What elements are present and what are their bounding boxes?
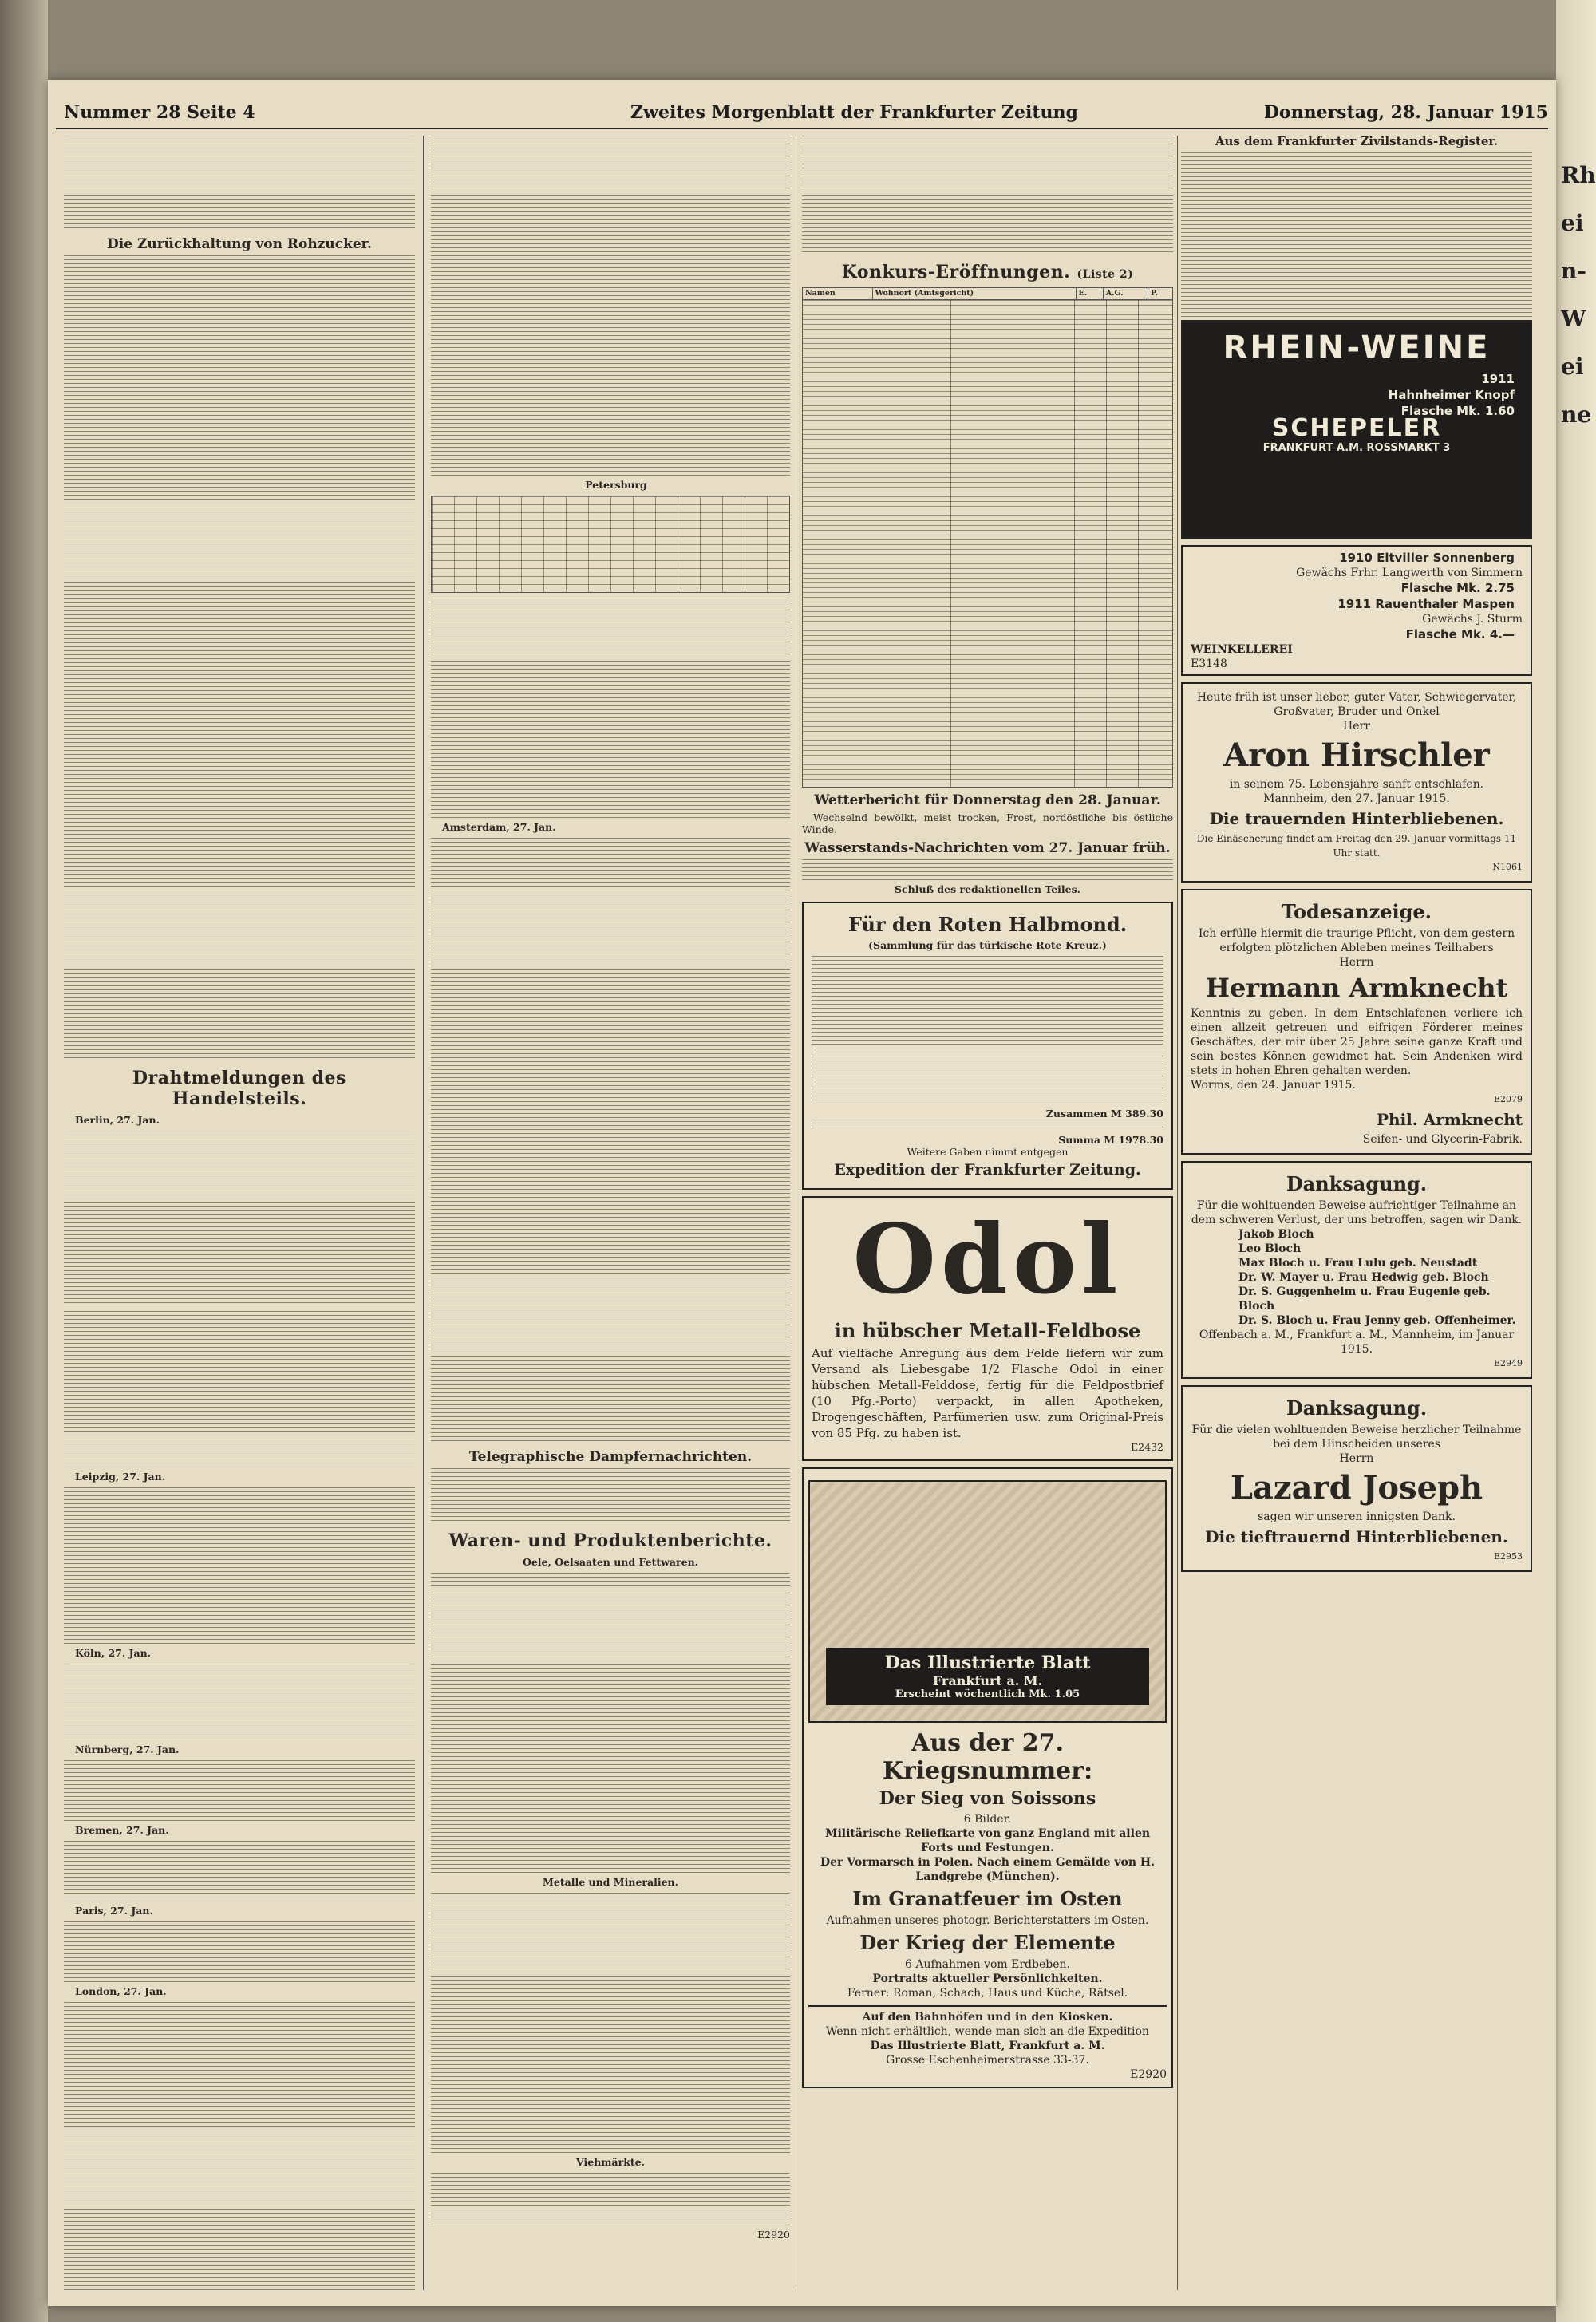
ib-footer	[808, 2005, 1167, 2082]
heading-wasserstand: Wasserstands-Nachrichten vom 27. Januar früh.	[804, 840, 1171, 856]
obit-code: E2079	[1493, 1094, 1523, 1104]
dank-name: Dr. W. Mayer u. Frau Hedwig geb. Bloch	[1238, 1271, 1489, 1284]
ib-footer-line: Wenn nicht erhältlich, wende man sich an die Expedition	[826, 2025, 1149, 2038]
wine-sub: Gewächs Frhr. Langwerth von Simmern	[1296, 567, 1523, 579]
dateline: Amsterdam, 27. Jan.	[442, 821, 556, 833]
text-block	[64, 1921, 415, 1985]
wine-prices	[1339, 371, 1523, 419]
obit-firm: Seifen- und Glycerin-Fabrik.	[1362, 1133, 1523, 1146]
ib-city: Frankfurt a. M.	[932, 1673, 1043, 1688]
odol-text: Auf vielfache Anregung aus dem Felde liefern wir zum Versand als Liebesgabe 1/2 Flasche Odol in einer hübschen Metall-Felddose, fertig für die Feldpostbrief (10 Pfg.-Porto) verpackt, in allen Apotheken, Drogengeschäften, Parfümerien usw. zum Original-Preis von 85 Pfg. zu haben ist.	[812, 1346, 1163, 1440]
ib-headline: Aus der 27. Kriegsnummer:	[882, 1729, 1093, 1785]
obit-herr: Herr	[1343, 720, 1370, 733]
text-block	[64, 136, 415, 231]
danksagung-joseph	[1181, 1385, 1532, 1572]
dank-name: Lazard Joseph	[1230, 1469, 1483, 1507]
halbmond-subtitle: (Sammlung für das türkische Rote Kreuz.)	[868, 939, 1107, 951]
text-block	[64, 1487, 415, 1647]
text-block	[64, 1131, 415, 1306]
obit-sign: Phil. Armknecht	[1377, 1110, 1523, 1129]
illustration-woman-reading	[808, 1480, 1167, 1723]
halbmond-weitere: Weitere Gaben nimmt entgegen	[907, 1146, 1069, 1158]
ib-code: E2920	[1130, 2068, 1167, 2081]
odol-subtitle: in hübscher Metall-Feldbose	[834, 1319, 1141, 1342]
dateline: Leipzig, 27. Jan.	[75, 1471, 166, 1483]
obit-place: Worms, den 24. Januar 1915.	[1191, 1079, 1356, 1092]
article-rohzucker-body	[64, 255, 415, 1061]
obituary-hirschler	[1181, 682, 1532, 883]
ib-item: Der Sieg von Soissons	[879, 1788, 1096, 1809]
dank-name: Leo Bloch	[1238, 1242, 1302, 1255]
table-header-row	[803, 288, 1173, 300]
konkurs-title: Konkurs-Eröffnungen.	[841, 262, 1071, 282]
rhein-title: RHEIN-WEINE	[1223, 330, 1491, 366]
ib-item: Militärische Reliefkarte von ganz England mit allen Forts und Festungen.	[824, 1827, 1151, 1854]
halbmond-summa: Summa M 1978.30	[1058, 1134, 1163, 1146]
ib-item-sub: Aufnahmen unseres photogr. Berichterstatters im Osten.	[826, 1914, 1149, 1927]
dank-code: E2953	[1493, 1551, 1523, 1562]
shop-name: SCHEPELER	[1271, 414, 1442, 442]
subheading-oele: Oele, Oelsaaten und Fettwaren.	[522, 1556, 699, 1568]
article-heading-rohzucker: Die Zurückhaltung von Rohzucker.	[107, 236, 372, 252]
obit-text: Kenntnis zu geben. In dem Entschlafenen verliere ich einen allzeit getreuen und eifrigen Förderer meines Geschäftes, der mir über 25 Jahre seine ganze Kraft und sein bestes Können gewidmet hat. Sein Andenken wird stets in hohen Ehren gehalten werden.	[1191, 1007, 1523, 1077]
editorial-end: Schluß des redaktionellen Teiles.	[895, 883, 1080, 895]
obit-title: Todesanzeige.	[1281, 900, 1432, 923]
dank-text: Für die vielen wohltuenden Beweise herzlicher Teilnahme bei dem Hinscheiden unseres	[1191, 1424, 1522, 1451]
dank-name: Max Bloch u. Frau Lulu geb. Neustadt	[1238, 1257, 1478, 1270]
ib-item-sub: 6 Bilder.	[963, 1813, 1012, 1826]
wine-name: Hahnheimer Knopf	[1388, 388, 1515, 402]
issue-date: Donnerstag, 28. Januar 1915	[1263, 102, 1548, 123]
shop-label: WEINKELLEREI	[1191, 643, 1293, 656]
text-block	[812, 1123, 1163, 1131]
weather-text: Wechselnd bewölkt, meist trocken, Frost, nordöstliche bis östliche Winde.	[802, 812, 1173, 835]
text-block	[1181, 152, 1532, 320]
text-block	[431, 1893, 790, 2156]
ib-item: Der Vormarsch in Polen. Nach einem Gemälde von H. Landgrebe (München).	[820, 1856, 1156, 1883]
text-block	[64, 1664, 415, 1743]
text-block	[802, 859, 1173, 883]
wine-name: 1911 Rauenthaler Maspen	[1337, 597, 1515, 611]
book-binding	[0, 0, 48, 2322]
obit-intro: Ich erfülle hiermit die traurige Pflicht, von dem gestern erfolgten plötzlichen Ableben meines Teilhabers	[1198, 927, 1515, 954]
text-block	[64, 1841, 415, 1905]
dank-title: Danksagung.	[1286, 1396, 1428, 1420]
col-header: Namen	[803, 288, 873, 300]
danksagung-bloch	[1181, 1161, 1532, 1379]
text-block	[431, 2173, 790, 2229]
ib-price: Erscheint wöchentlich Mk. 1.05	[895, 1688, 1080, 1700]
odol-code: E2432	[1131, 1441, 1163, 1453]
bank-statement-table	[431, 496, 790, 593]
subheading-viehmaerkte: Viehmärkte.	[576, 2156, 645, 2168]
wine-price: Flasche Mk. 4.—	[1405, 627, 1515, 642]
obit-sign: Die trauernden Hinterbliebenen.	[1209, 809, 1504, 828]
wine-price: Flasche Mk. 1.60	[1400, 404, 1515, 418]
ib-item: Portraits aktueller Persönlichkeiten.	[872, 1973, 1103, 1985]
subheading-metalle: Metalle und Mineralien.	[543, 1876, 678, 1888]
page-header	[56, 102, 1548, 129]
text-block	[64, 2002, 415, 2290]
ad-code: E2920	[757, 2229, 790, 2241]
section-heading-konkurs	[802, 262, 1173, 282]
halbmond-expedition: Expedition der Frankfurter Zeitung.	[834, 1161, 1141, 1179]
konkurs-note: (Liste 2)	[1077, 268, 1134, 281]
ad-illustriertes-blatt	[802, 1467, 1173, 2088]
dank-name: Dr. S. Guggenheim u. Frau Eugenie geb. Bloch	[1238, 1285, 1491, 1313]
page-number: Nummer 28 Seite 4	[64, 102, 255, 123]
ib-footer-line: Auf den Bahnhöfen und in den Kiosken.	[862, 2011, 1113, 2024]
text-block	[812, 956, 1163, 1108]
dank-thanks: sagen wir unseren innigsten Dank.	[1258, 1510, 1456, 1523]
halbmond-title: Für den Roten Halbmond.	[847, 913, 1128, 936]
col-header: E.	[1076, 288, 1103, 300]
column-rule	[423, 136, 424, 2290]
ib-footer-line: Grosse Eschenheimerstrasse 33-37.	[886, 2054, 1089, 2067]
ib-item: Der Krieg der Elemente	[859, 1931, 1116, 1954]
shop-code: E3148	[1191, 658, 1227, 670]
text-block	[64, 1311, 415, 1471]
column-1	[64, 136, 415, 2290]
column-4	[1181, 136, 1532, 2290]
obit-intro: Heute früh ist unser lieber, guter Vater, Schwiegervater, Großvater, Bruder und Onkel	[1196, 691, 1517, 718]
next-page-edge	[1556, 0, 1596, 2322]
ib-item-sub: 6 Aufnahmen vom Erdbeben.	[905, 1958, 1070, 1971]
next-page-text: Rhein-Weine	[1561, 162, 1596, 428]
dateline: Nürnberg, 27. Jan.	[75, 1743, 180, 1755]
wine-name: 1910 Eltviller Sonnenberg	[1339, 551, 1515, 565]
obit-name: Aron Hirschler	[1223, 736, 1490, 774]
konkurs-table	[802, 287, 1173, 300]
dank-names	[1238, 1227, 1523, 1328]
col-header: P.	[1148, 288, 1172, 300]
text-block	[431, 136, 790, 479]
dateline: London, 27. Jan.	[75, 1985, 167, 1997]
ib-footer-line: Das Illustrierte Blatt, Frankfurt a. M.	[870, 2040, 1105, 2052]
wine-sub: Gewächs J. Sturm	[1422, 613, 1523, 626]
wine-list-more	[1181, 545, 1532, 676]
section-heading-drahtmeldungen: Drahtmeldungen des Handelsteils.	[132, 1068, 346, 1109]
wine-year: 1911	[1481, 372, 1515, 386]
obit-age: in seinem 75. Lebensjahre sanft entschlafen.	[1229, 778, 1484, 791]
ib-title: Das Illustrierte Blatt	[884, 1653, 1091, 1673]
obit-code: N1061	[1492, 862, 1523, 872]
heading-wetterbericht: Wetterbericht für Donnerstag den 28. Januar.	[814, 792, 1161, 808]
halbmond-zusammen: Zusammen M 389.30	[1045, 1108, 1163, 1120]
dank-name: Dr. S. Bloch u. Frau Jenny geb. Offenheimer.	[1238, 1314, 1516, 1327]
col-header: A.G.	[1103, 288, 1148, 300]
column-rule	[1177, 136, 1178, 2290]
ib-item: Im Granatfeuer im Osten	[852, 1887, 1123, 1910]
dank-herr: Herrn	[1339, 1452, 1374, 1465]
dank-title: Danksagung.	[1286, 1172, 1428, 1195]
obit-note: Die Einäscherung findet am Freitag den 29. Januar vormittags 11 Uhr statt.	[1196, 833, 1517, 859]
text-block	[802, 136, 1173, 255]
odol-brand: Odol	[852, 1203, 1123, 1316]
ad-rhein-weine	[1181, 320, 1532, 539]
wine-price: Flasche Mk. 2.75	[1400, 581, 1515, 595]
column-2	[431, 136, 790, 2290]
dateline: Berlin, 27. Jan.	[75, 1114, 160, 1126]
obit-name: Hermann Armknecht	[1205, 973, 1508, 1003]
dank-sign: Die tieftrauernd Hinterbliebenen.	[1205, 1527, 1508, 1546]
dank-name: Jakob Bloch	[1238, 1228, 1314, 1241]
text-block	[64, 1760, 415, 1824]
text-block	[431, 838, 790, 1444]
dank-text: Für die wohltuenden Beweise aufrichtiger Teilnahme an dem schweren Verlust, der uns betroffen, sagen wir Dank.	[1191, 1199, 1523, 1226]
column-3	[802, 136, 1173, 2290]
dank-code: E2949	[1493, 1358, 1523, 1368]
text-block	[431, 1468, 790, 1524]
konkurs-table-body	[802, 300, 1173, 788]
dateline: Paris, 27. Jan.	[75, 1905, 153, 1917]
ad-odol	[802, 1196, 1173, 1461]
text-block	[431, 1573, 790, 1876]
shop-address: FRANKFURT A.M. ROSSMARKT 3	[1262, 442, 1451, 454]
section-heading-waren: Waren- und Produktenberichte.	[448, 1530, 772, 1551]
section-heading-dampfer: Telegraphische Dampfernachrichten.	[468, 1449, 753, 1465]
ib-item: Ferner: Roman, Schach, Haus und Küche, Rätsel.	[847, 1987, 1128, 2000]
heading-register: Aus dem Frankfurter Zivilstands-Register.	[1215, 136, 1499, 148]
col-header: Wohnort (Amtsgericht)	[872, 288, 1076, 300]
ad-roter-halbmond	[802, 902, 1173, 1190]
obit-place: Mannheim, den 27. Januar 1915.	[1263, 792, 1450, 805]
ib-banner	[826, 1648, 1149, 1705]
dank-place: Offenbach a. M., Frankfurt a. M., Mannheim, im Januar 1915.	[1199, 1329, 1515, 1356]
masthead: Zweites Morgenblatt der Frankfurter Zeitung	[630, 102, 1078, 123]
obituary-armknecht	[1181, 889, 1532, 1155]
text-block	[431, 598, 790, 821]
obit-herr: Herrn	[1339, 956, 1374, 969]
dateline: Bremen, 27. Jan.	[75, 1824, 169, 1836]
article-heading-petersburg: Petersburg	[585, 479, 647, 491]
dateline: Köln, 27. Jan.	[75, 1647, 152, 1659]
